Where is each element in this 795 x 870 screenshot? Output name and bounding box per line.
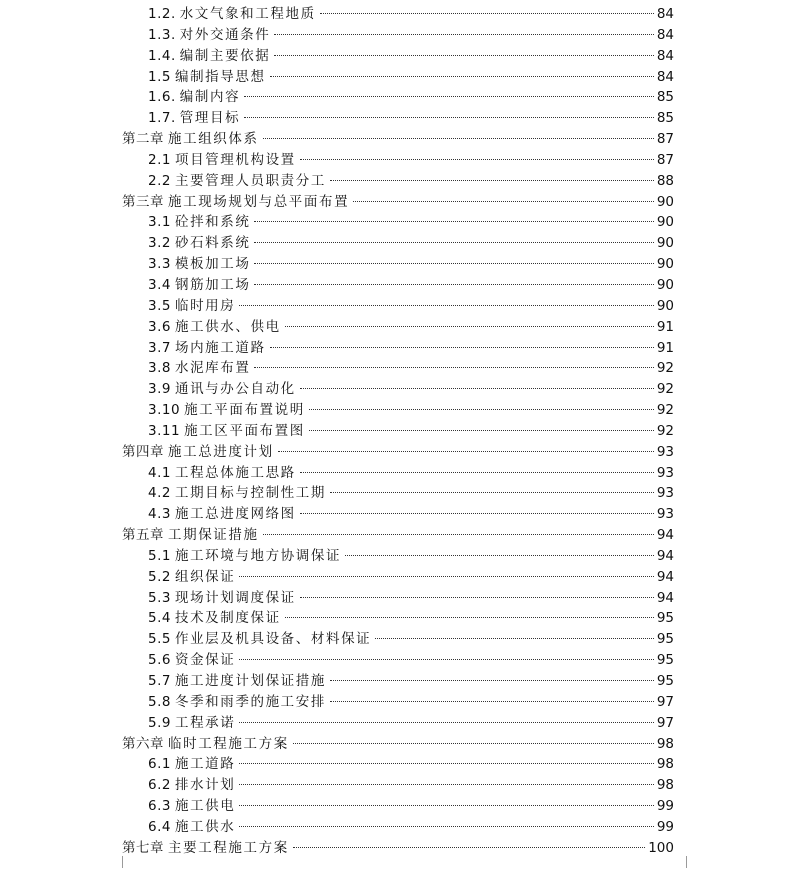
toc-entry-page-number: 100 <box>648 839 674 856</box>
toc-entry-page-number: 93 <box>656 506 674 523</box>
toc-dot-leader <box>239 659 653 660</box>
toc-entry-number: 3.6 <box>148 318 171 335</box>
toc-entry-page-number: 90 <box>656 214 674 231</box>
toc-entry-title: 施工总进度计划 <box>168 443 274 460</box>
toc-section-entry[interactable] <box>122 4 674 25</box>
toc-entry-number: 4.3 <box>148 506 171 523</box>
toc-entry-number: 5.3 <box>148 589 171 606</box>
toc-entry-page-number: 90 <box>656 193 674 210</box>
toc-dot-leader <box>300 513 654 514</box>
toc-dot-leader <box>244 96 654 97</box>
toc-section-entry[interactable] <box>122 46 674 67</box>
toc-entry-page-number: 94 <box>656 527 674 544</box>
toc-dot-leader <box>263 534 654 535</box>
toc-dot-leader <box>300 159 654 160</box>
toc-section-entry[interactable] <box>122 483 674 504</box>
toc-entry-page-number: 93 <box>656 485 674 502</box>
toc-entry-number: 第六章 <box>122 735 164 752</box>
toc-dot-leader <box>353 201 654 202</box>
toc-entry-number: 3.5 <box>148 297 171 314</box>
toc-entry-title: 临时用房 <box>174 297 236 314</box>
toc-section-entry[interactable] <box>122 775 674 796</box>
toc-dot-leader <box>330 701 654 702</box>
toc-entry-number: 3.1 <box>148 214 171 231</box>
toc-entry-page-number: 99 <box>656 798 674 815</box>
toc-entry-title: 主要管理人员职责分工 <box>174 172 326 189</box>
toc-section-entry[interactable] <box>122 358 674 379</box>
toc-dot-leader <box>254 367 653 368</box>
toc-entry-title: 资金保证 <box>174 652 236 669</box>
toc-entry-page-number: 94 <box>656 589 674 606</box>
toc-dot-leader <box>293 743 654 744</box>
toc-entry-number: 第七章 <box>122 839 164 856</box>
toc-section-entry[interactable] <box>122 317 674 338</box>
toc-entry-number: 第三章 <box>122 193 164 210</box>
toc-section-entry[interactable] <box>122 400 674 421</box>
toc-entry-page-number: 99 <box>656 818 674 835</box>
toc-entry-page-number: 93 <box>656 443 674 460</box>
toc-entry-title: 施工现场规划与总平面布置 <box>168 193 350 210</box>
toc-entry-title: 作业层及机具设备、材料保证 <box>174 631 372 648</box>
toc-dot-leader <box>285 326 654 327</box>
toc-entry-number: 6.3 <box>148 798 171 815</box>
toc-dot-leader <box>254 221 653 222</box>
toc-entry-page-number: 92 <box>656 402 674 419</box>
toc-entry-title: 组织保证 <box>174 568 236 585</box>
toc-dot-leader <box>293 847 645 848</box>
toc-entry-number: 6.4 <box>148 818 171 835</box>
toc-entry-page-number: 84 <box>656 68 674 85</box>
toc-chapter-entry[interactable] <box>122 734 674 755</box>
toc-dot-leader <box>330 180 654 181</box>
toc-entry-number: 6.2 <box>148 777 171 794</box>
toc-dot-leader <box>254 242 653 243</box>
toc-entry-page-number: 84 <box>656 26 674 43</box>
toc-entry-number: 第五章 <box>122 527 164 544</box>
toc-dot-leader <box>330 492 654 493</box>
toc-entry-page-number: 84 <box>656 47 674 64</box>
toc-entry-number: 5.2 <box>148 568 171 585</box>
toc-dot-leader <box>239 805 653 806</box>
toc-entry-title: 项目管理机构设置 <box>174 151 296 168</box>
toc-entry-page-number: 95 <box>656 673 674 689</box>
toc-entry-number: 5.5 <box>148 631 171 648</box>
toc-dot-leader <box>239 784 653 785</box>
toc-entry-page-number: 92 <box>656 360 674 377</box>
toc-dot-leader <box>270 347 654 348</box>
toc-entry-number: 1.7. <box>148 110 176 127</box>
toc-section-entry[interactable] <box>122 338 674 359</box>
toc-section-entry[interactable] <box>122 67 674 88</box>
toc-entry-number: 5.4 <box>148 610 171 627</box>
toc-entry-title: 编制内容 <box>179 89 241 106</box>
toc-entry-title: 编制指导思想 <box>174 68 266 85</box>
toc-chapter-entry[interactable] <box>122 838 674 859</box>
toc-entry-title: 施工进度计划保证措施 <box>174 673 326 689</box>
toc-entry-number: 2.1 <box>148 151 171 168</box>
toc-entry-title: 施工组织体系 <box>168 131 259 148</box>
toc-section-entry[interactable] <box>122 254 674 275</box>
toc-entry-number: 3.8 <box>148 360 171 377</box>
toc-section-entry[interactable] <box>122 463 674 484</box>
toc-entry-title: 施工供电 <box>174 798 236 815</box>
toc-dot-leader <box>239 305 653 306</box>
toc-entry-number: 1.6. <box>148 89 176 106</box>
toc-entry-title: 编制主要依据 <box>179 47 271 64</box>
toc-entry-page-number: 85 <box>656 89 674 106</box>
toc-section-entry[interactable] <box>122 692 674 713</box>
toc-section-entry[interactable] <box>122 796 674 817</box>
toc-entry-title: 施工供水、供电 <box>174 318 281 335</box>
toc-entry-number: 第四章 <box>122 443 164 460</box>
toc-dot-leader <box>239 763 653 764</box>
toc-dot-leader <box>244 117 654 118</box>
toc-entry-title: 工期保证措施 <box>168 527 259 544</box>
toc-dot-leader <box>300 472 654 473</box>
toc-dot-leader <box>239 576 653 577</box>
toc-dot-leader <box>254 284 653 285</box>
toc-entry-page-number: 97 <box>656 714 674 731</box>
toc-entry-title: 施工总进度网络图 <box>174 506 296 523</box>
toc-entry-number: 5.9 <box>148 714 171 731</box>
toc-entry-title: 水文气象和工程地质 <box>179 6 316 22</box>
toc-chapter-entry[interactable] <box>122 129 674 150</box>
toc-entry-number: 第二章 <box>122 131 164 148</box>
toc-dot-leader <box>263 138 654 139</box>
toc-entry-page-number: 91 <box>656 318 674 335</box>
toc-entry-number: 4.1 <box>148 464 171 481</box>
toc-entry-page-number: 95 <box>656 652 674 669</box>
toc-section-entry[interactable] <box>122 25 674 46</box>
toc-section-entry[interactable] <box>122 754 674 775</box>
toc-entry-page-number: 90 <box>656 276 674 293</box>
toc-section-entry[interactable] <box>122 275 674 296</box>
toc-entry-page-number: 94 <box>656 568 674 585</box>
toc-section-entry[interactable] <box>122 233 674 254</box>
toc-entry-page-number: 90 <box>656 256 674 273</box>
toc-entry-title: 钢筋加工场 <box>174 276 251 293</box>
toc-entry-number: 3.3 <box>148 256 171 273</box>
toc-entry-title: 施工环境与地方协调保证 <box>174 547 342 564</box>
toc-dot-leader <box>309 409 654 410</box>
toc-entry-number: 5.7 <box>148 673 171 689</box>
toc-entry-title: 工程总体施工思路 <box>174 464 296 481</box>
toc-entry-number: 1.4. <box>148 47 176 64</box>
toc-chapter-entry[interactable] <box>122 192 674 213</box>
toc-dot-leader <box>270 76 654 77</box>
toc-entry-number: 1.5 <box>148 68 171 85</box>
toc-entry-number: 3.9 <box>148 381 171 398</box>
toc-section-entry[interactable] <box>122 629 674 650</box>
toc-entry-title: 现场计划调度保证 <box>174 589 296 606</box>
toc-entry-title: 对外交通条件 <box>179 26 271 43</box>
toc-dot-leader <box>330 680 654 681</box>
toc-entry-title: 模板加工场 <box>174 256 251 273</box>
toc-entry-number: 3.11 <box>148 422 181 439</box>
toc-entry-page-number: 91 <box>656 339 674 356</box>
toc-section-entry[interactable] <box>122 567 674 588</box>
toc-section-entry[interactable] <box>122 421 674 442</box>
toc-entry-title: 通讯与办公自动化 <box>174 381 296 398</box>
toc-dot-leader <box>285 617 654 618</box>
toc-entry-title: 工期目标与控制性工期 <box>174 485 326 502</box>
toc-entry-page-number: 90 <box>656 235 674 252</box>
toc-section-entry[interactable] <box>122 379 674 400</box>
toc-dot-leader <box>274 55 653 56</box>
toc-entry-page-number: 97 <box>656 693 674 710</box>
toc-entry-title: 施工平面布置说明 <box>184 402 305 419</box>
toc-entry-title: 管理目标 <box>179 110 241 127</box>
toc-entry-title: 排水计划 <box>174 777 236 794</box>
page-corner-marker-left <box>110 856 123 868</box>
toc-entry-title: 砂石料系统 <box>174 235 251 252</box>
toc-entry-page-number: 85 <box>656 110 674 127</box>
toc-section-entry[interactable] <box>122 588 674 609</box>
toc-section-entry[interactable] <box>122 212 674 233</box>
toc-entry-number: 1.2. <box>148 6 176 22</box>
toc-entry-page-number: 87 <box>656 131 674 148</box>
toc-entry-page-number: 92 <box>656 422 674 439</box>
toc-section-entry[interactable] <box>122 108 674 129</box>
toc-entry-page-number: 98 <box>656 756 674 773</box>
toc-section-entry[interactable] <box>122 171 674 192</box>
toc-dot-leader <box>345 555 654 556</box>
toc-dot-leader <box>320 13 654 14</box>
toc-entry-page-number: 98 <box>656 735 674 752</box>
toc-entry-page-number: 88 <box>656 172 674 189</box>
page-corner-marker-right <box>686 856 699 868</box>
toc-dot-leader <box>309 430 654 431</box>
toc-entry-number: 4.2 <box>148 485 171 502</box>
toc-entry-number: 2.2 <box>148 172 171 189</box>
toc-entry-page-number: 94 <box>656 547 674 564</box>
toc-entry-page-number: 90 <box>656 297 674 314</box>
toc-entry-number: 3.4 <box>148 276 171 293</box>
toc-entry-page-number: 98 <box>656 777 674 794</box>
toc-entry-number: 5.1 <box>148 547 171 564</box>
toc-entry-title: 工程承诺 <box>174 714 236 731</box>
toc-dot-leader <box>278 451 654 452</box>
toc-section-entry[interactable] <box>122 504 674 525</box>
toc-section-entry[interactable] <box>122 150 674 171</box>
toc-section-entry[interactable] <box>122 650 674 671</box>
toc-entry-number: 6.1 <box>148 756 171 773</box>
toc-chapter-entry[interactable] <box>122 525 674 546</box>
toc-entry-title: 施工供水 <box>174 818 236 835</box>
toc-dot-leader <box>300 597 654 598</box>
toc-entry-title: 技术及制度保证 <box>174 610 281 627</box>
toc-entry-page-number: 84 <box>656 6 674 22</box>
toc-entry-page-number: 87 <box>656 151 674 168</box>
toc-entry-number: 5.6 <box>148 652 171 669</box>
toc-entry-title: 场内施工道路 <box>174 339 266 356</box>
toc-entry-page-number: 93 <box>656 464 674 481</box>
table-of-contents <box>122 4 674 859</box>
toc-entry-title: 冬季和雨季的施工安排 <box>174 693 326 710</box>
toc-section-entry[interactable] <box>122 671 674 692</box>
toc-entry-number: 5.8 <box>148 693 171 710</box>
toc-entry-title: 施工道路 <box>174 756 236 773</box>
toc-dot-leader <box>375 638 654 639</box>
toc-section-entry[interactable] <box>122 87 674 108</box>
toc-section-entry[interactable] <box>122 817 674 838</box>
toc-dot-leader <box>300 388 654 389</box>
toc-dot-leader <box>254 263 653 264</box>
toc-section-entry[interactable] <box>122 608 674 629</box>
toc-chapter-entry[interactable] <box>122 442 674 463</box>
toc-entry-number: 3.2 <box>148 235 171 252</box>
toc-entry-title: 临时工程施工方案 <box>168 735 289 752</box>
toc-entry-number: 3.7 <box>148 339 171 356</box>
toc-entry-title: 施工区平面布置图 <box>184 422 305 439</box>
toc-section-entry[interactable] <box>122 713 674 734</box>
toc-section-entry[interactable] <box>122 546 674 567</box>
toc-entry-page-number: 92 <box>656 381 674 398</box>
toc-dot-leader <box>239 826 653 827</box>
toc-entry-title: 水泥库布置 <box>174 360 251 377</box>
toc-dot-leader <box>274 34 653 35</box>
toc-dot-leader <box>239 722 653 723</box>
toc-section-entry[interactable] <box>122 296 674 317</box>
toc-entry-title: 主要工程施工方案 <box>168 839 289 856</box>
toc-entry-page-number: 95 <box>656 631 674 648</box>
toc-entry-title: 砼拌和系统 <box>174 214 251 231</box>
toc-entry-number: 1.3. <box>148 26 176 43</box>
toc-entry-number: 3.10 <box>148 402 181 419</box>
toc-entry-page-number: 95 <box>656 610 674 627</box>
